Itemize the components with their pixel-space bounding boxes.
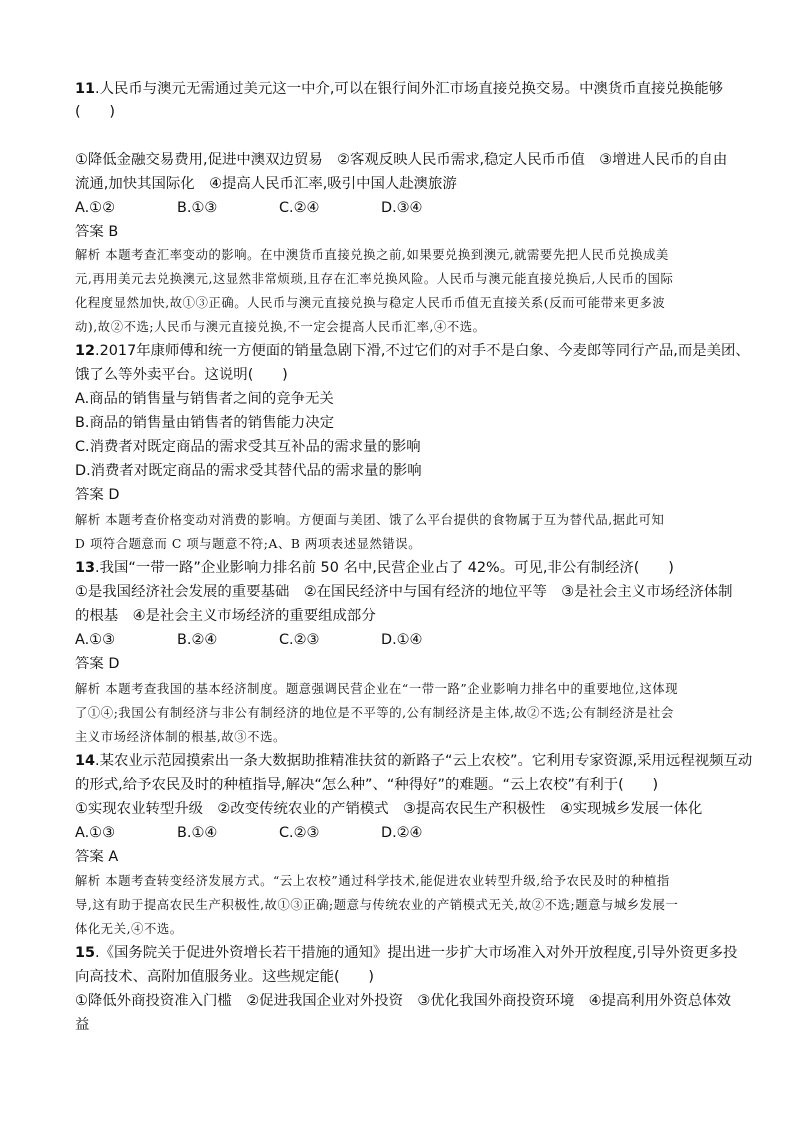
question-13-explanation-line: 了①④;我国公有制经济与非公有制经济的地位是不平等的,公有制经济是主体,故②不选;公有制经济是社会: [75, 706, 674, 720]
question-12-answer: 答案 D: [75, 487, 120, 503]
option-a[interactable]: A.①③: [75, 632, 115, 648]
option-b[interactable]: B.①③: [177, 200, 218, 216]
question-14-items: ①实现农业转型升级 ②改变传统农业的产销模式 ③提高农民生产积极性 ④实现城乡发展一体化: [75, 801, 703, 817]
question-13-items: ①是我国经济社会发展的重要基础 ②在国民经济中与国有经济的地位平等 ③是社会主义市场经济体制: [75, 584, 733, 600]
question-11-explanation-line: 动),故②不选;人民币与澳元直接兑换,不一定会提高人民币汇率,④不选。: [75, 320, 486, 334]
question-14-explanation-line: 解析 本题考查转变经济发展方式。“云上农校”通过科学技术,能促进农业转型升级,给予农民及时的种植指: [75, 874, 670, 888]
option-a[interactable]: A.①②: [75, 200, 115, 216]
question-number: 12: [75, 343, 96, 359]
option-b[interactable]: B.②④: [177, 632, 218, 648]
question-12-stem-cont: 饿了么等外卖平台。这说明( ): [75, 367, 288, 383]
choice-a[interactable]: A.商品的销售量与销售者之间的竞争无关: [75, 391, 334, 407]
question-11-explanation-line: 化程度显然加快,故①③正确。人民币与澳元直接兑换与稳定人民币币值无直接关系(反而可能带来更多波: [75, 296, 666, 310]
question-14-options: [75, 822, 724, 844]
option-d[interactable]: D.②④: [381, 825, 423, 841]
question-13-explanation-line: 主义市场经济体制的根基,故③不选。: [75, 730, 286, 744]
question-number: 11: [75, 81, 96, 97]
choice-b[interactable]: B.商品的销售量由销售者的销售能力决定: [75, 415, 335, 431]
question-text: .人民币与澳元无需通过美元这一中介,可以在银行间外汇市场直接兑换交易。中澳货币直接兑换能够: [95, 81, 723, 97]
question-11-items-cont: 流通,加快其国际化 ④提高人民币汇率,吸引中国人赴澳旅游: [75, 176, 457, 192]
question-text: .2017年康师傅和统一方便面的销量急剧下滑,不过它们的对手不是白象、今麦郎等同行产品,而是美团、: [95, 343, 750, 359]
question-11-stem: [75, 78, 724, 100]
question-14-explanation-line: 导,这有助于提高农民生产积极性,故①③正确;题意与传统农业的产销模式无关,故②不选;题意与城乡发展一: [75, 898, 679, 912]
question-13-explanation-line: 解析 本题考查我国的基本经济制度。题意强调民营企业在“一带一路”企业影响力排名中的重要地位,这体现: [75, 682, 679, 696]
question-14-answer: 答案 A: [75, 849, 119, 865]
option-c[interactable]: C.②③: [279, 632, 320, 648]
question-12-stem: [75, 340, 750, 362]
question-11-options: [75, 197, 724, 219]
question-15-items: ①降低外商投资准入门槛 ②促进我国企业对外投资 ③优化我国外商投资环境 ④提高利用外资总体效: [75, 993, 732, 1009]
question-13-options: [75, 629, 724, 651]
question-text: .某农业示范园摸索出一条大数据助推精准扶贫的新路子“云上农校”。它利用专家资源,采用远程视频互动: [95, 753, 753, 769]
option-d[interactable]: D.③④: [381, 200, 423, 216]
question-12-explanation-line: 解析 本题考查价格变动对消费的影响。方便面与美团、饿了么平台提供的食物属于互为替代品,据此可知: [75, 513, 665, 527]
option-c[interactable]: C.②④: [279, 200, 320, 216]
question-14-explanation-line: 体化无关,④不选。: [75, 922, 183, 936]
question-15-items-cont: 益: [75, 1017, 90, 1033]
question-13-answer: 答案 D: [75, 656, 120, 672]
choice-c[interactable]: C.消费者对既定商品的需求受其互补品的需求量的影响: [75, 439, 421, 455]
question-13-items-cont: 的根基 ④是社会主义市场经济的重要组成部分: [75, 608, 376, 624]
question-14-stem-cont: 的形式,给予农民及时的种植指导,解决“怎么种”、“种得好”的难题。“云上农校”有利于( ): [75, 777, 659, 793]
question-14-stem: [75, 750, 753, 772]
question-text: .我国“一带一路”企业影响力排名前 50 名中,民营企业占了 42%。可见,非公有制经济( ): [95, 560, 674, 576]
question-11-answer: 答案 B: [75, 224, 119, 240]
option-b[interactable]: B.①④: [177, 825, 218, 841]
question-11-items: ①降低金融交易费用,促进中澳双边贸易 ②客观反映人民币需求,稳定人民币币值 ③增进人民币的自由: [75, 152, 728, 168]
question-15-stem-cont: 向高技术、高附加值服务业。这些规定能( ): [75, 969, 375, 985]
option-d[interactable]: D.①④: [381, 632, 423, 648]
question-11-explanation-line: 解析 本题考查汇率变动的影响。在中澳货币直接兑换之前,如果要兑换到澳元,就需要先把人民币兑换成美: [75, 248, 669, 262]
option-c[interactable]: C.②③: [279, 825, 320, 841]
choice-d[interactable]: D.消费者对既定商品的需求受其替代品的需求量的影响: [75, 463, 422, 479]
question-number: 15: [75, 945, 96, 961]
question-11-explanation-line: 元,再用美元去兑换澳元,这显然非常烦琐,且存在汇率兑换风险。人民币与澳元能直接兑换后,人民币的国际: [75, 272, 674, 286]
question-13-stem: [75, 557, 724, 579]
question-12-explanation-line: D 项符合题意而 C 项与题意不符;A、B 两项表述显然错误。: [75, 537, 422, 551]
question-number: 13: [75, 560, 96, 576]
question-11-blank: ( ): [75, 104, 116, 120]
question-text: .《国务院关于促进外资增长若干措施的通知》提出进一步扩大市场准入对外开放程度,引导外资更多投: [95, 945, 738, 961]
option-a[interactable]: A.①③: [75, 825, 115, 841]
question-15-stem: [75, 942, 738, 964]
question-number: 14: [75, 753, 96, 769]
